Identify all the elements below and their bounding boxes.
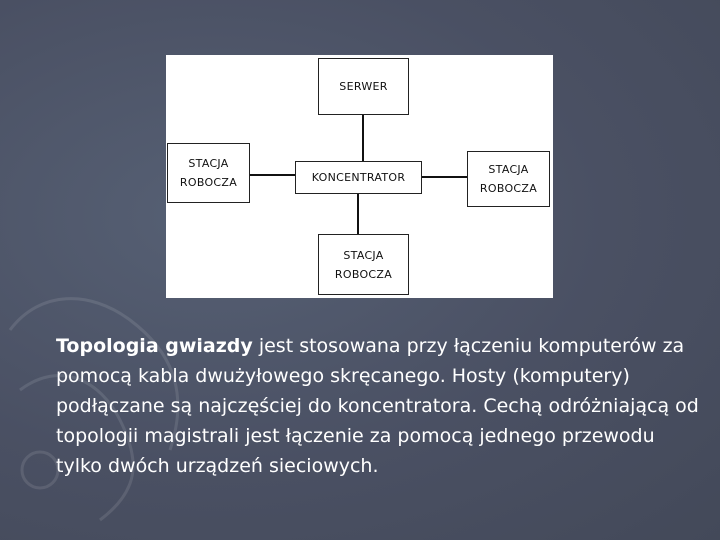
node-bottom-station: STACJA ROBOCZA xyxy=(318,234,409,295)
node-hub: KONCENTRATOR xyxy=(295,161,422,194)
caption-bold-term: Topologia gwiazdy xyxy=(56,335,253,357)
node-server: SERWER xyxy=(318,58,409,115)
node-left-station: STACJA ROBOCZA xyxy=(167,143,250,203)
caption-text: jest stosowana przy łączeniu komputerów za pomocą kabla dwużyłowego skręcanego. Hosty (komputery) podłączane są najczęściej do koncentratora. Cechą odróżniającą od topologii magistrali jest łączenie za pomocą jednego przewodu tylko dwóch urządzeń sieciowych. xyxy=(56,335,699,477)
caption-paragraph xyxy=(56,331,706,481)
star-topology-diagram xyxy=(166,55,553,298)
node-right-station: STACJA ROBOCZA xyxy=(467,151,550,207)
